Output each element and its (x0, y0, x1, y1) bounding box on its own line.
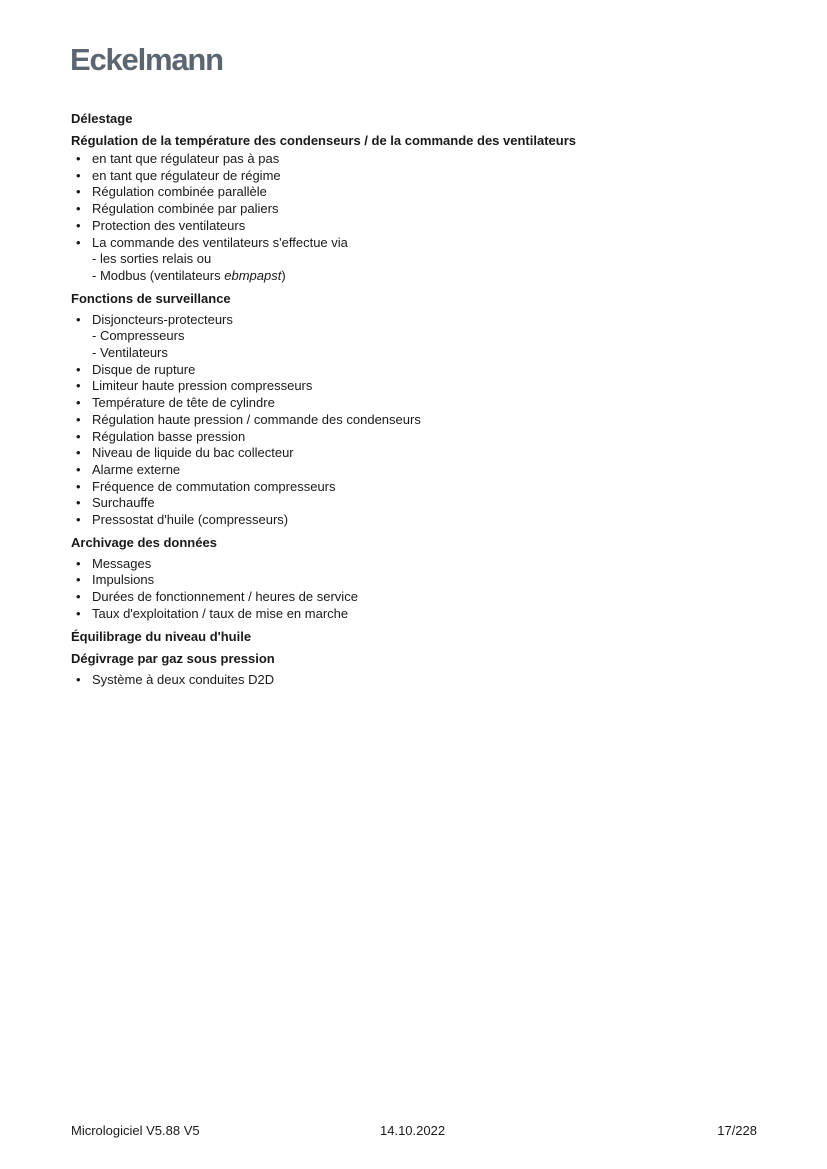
list-item-text: Pressostat d'huile (compresseurs) (92, 512, 289, 528)
section-title: Régulation de la température des condenseurs / de la commande des ventilateurs (71, 133, 576, 148)
list-item-text: Régulation basse pression (92, 428, 246, 444)
list-item (71, 429, 761, 446)
list-item (71, 201, 761, 218)
list-item (71, 572, 761, 589)
list-item-text: Surchauffe (92, 495, 155, 511)
section-surveillance (71, 290, 761, 529)
bullet-icon: • (76, 311, 81, 327)
list-item-text: Messages (92, 555, 152, 571)
list-item (71, 556, 761, 573)
list-item (71, 479, 761, 496)
list-item (71, 168, 761, 185)
footer-firmware-version: Micrologiciel V5.88 V5 (71, 1123, 200, 1138)
bullet-icon: • (76, 495, 81, 511)
list-item (71, 445, 761, 462)
list-item (71, 395, 761, 412)
bullet-list (71, 312, 761, 529)
bullet-icon: • (76, 378, 81, 394)
list-subitem (92, 268, 761, 285)
section-title: Fonctions de surveillance (71, 290, 231, 306)
section-title: Équilibrage du niveau d'huile (71, 628, 252, 644)
bullet-icon: • (76, 234, 81, 250)
list-subitem: - Compresseurs (92, 328, 185, 344)
bullet-icon: • (76, 167, 81, 183)
brand-name: ebmpapst (224, 267, 282, 283)
bullet-list (71, 151, 761, 285)
bullet-icon: • (76, 605, 81, 621)
subitem-text: - Modbus (ventilateurs (92, 267, 225, 283)
bullet-icon: • (76, 217, 81, 233)
section-equilibrage (71, 628, 761, 645)
list-item-text: Régulation combinée parallèle (92, 184, 267, 200)
list-item-text: Impulsions (92, 572, 155, 588)
list-item-text: Taux d'exploitation / taux de mise en marche (92, 605, 349, 621)
document-body (71, 110, 761, 688)
list-item (71, 362, 761, 379)
bullet-icon: • (76, 184, 81, 200)
list-item (71, 184, 761, 201)
section-title: Archivage des données (71, 534, 217, 550)
list-item-text: en tant que régulateur de régime (92, 167, 281, 183)
list-item-text: Fréquence de commutation compresseurs (92, 478, 336, 494)
bullet-list (71, 556, 761, 623)
list-item-text: La commande des ventilateurs s'effectue via (92, 234, 348, 250)
section-delestage (71, 110, 761, 127)
page-footer (71, 1122, 757, 1140)
list-item-text: Alarme externe (92, 461, 181, 477)
list-item (71, 312, 761, 362)
list-item-text: Température de tête de cylindre (92, 395, 275, 411)
list-item (71, 218, 761, 235)
list-item-text: Système à deux conduites D2D (92, 671, 275, 687)
list-item-text: Régulation haute pression / commande des condenseurs (92, 411, 421, 427)
list-item-text: Durées de fonctionnement / heures de service (92, 589, 358, 605)
bullet-icon: • (76, 411, 81, 427)
list-item (71, 151, 761, 168)
list-item (71, 512, 761, 529)
bullet-icon: • (76, 201, 81, 217)
bullet-icon: • (76, 445, 81, 461)
list-item (71, 606, 761, 623)
bullet-icon: • (76, 589, 81, 605)
bullet-icon: • (76, 555, 81, 571)
bullet-icon: • (76, 572, 81, 588)
list-item-text: Niveau de liquide du bac collecteur (92, 445, 294, 461)
list-item (71, 378, 761, 395)
list-item (71, 462, 761, 479)
bullet-icon: • (76, 361, 81, 377)
list-item-text: Régulation combinée par paliers (92, 201, 279, 217)
bullet-icon: • (76, 461, 81, 477)
list-subitem: - les sorties relais ou (92, 251, 212, 267)
bullet-icon: • (76, 151, 81, 166)
list-item (71, 495, 761, 512)
section-title: Délestage (71, 111, 133, 126)
list-item-text: Limiteur haute pression compresseurs (92, 378, 313, 394)
footer-date: 14.10.2022 (380, 1123, 446, 1138)
bullet-list (71, 672, 761, 689)
eckelmann-logo: Eckelmann (70, 42, 223, 77)
bullet-icon: • (76, 671, 81, 687)
footer-page-number: 17/228 (717, 1123, 757, 1138)
bullet-icon: • (76, 428, 81, 444)
list-item (71, 412, 761, 429)
section-regulation-condenseurs (71, 132, 761, 285)
list-item-text: en tant que régulateur pas à pas (92, 151, 280, 166)
list-item (71, 235, 761, 285)
bullet-icon: • (76, 395, 81, 411)
section-title: Dégivrage par gaz sous pression (71, 650, 275, 666)
bullet-icon: • (76, 512, 81, 528)
list-item (71, 672, 761, 689)
section-degivrage (71, 650, 761, 689)
subitem-text: ) (281, 267, 286, 283)
list-item-text: Disjoncteurs-protecteurs (92, 311, 233, 327)
list-item (71, 589, 761, 606)
list-subitem: - Ventilateurs (92, 345, 168, 361)
list-item-text: Disque de rupture (92, 361, 196, 377)
bullet-icon: • (76, 478, 81, 494)
section-archivage (71, 534, 761, 623)
list-item-text: Protection des ventilateurs (92, 217, 246, 233)
